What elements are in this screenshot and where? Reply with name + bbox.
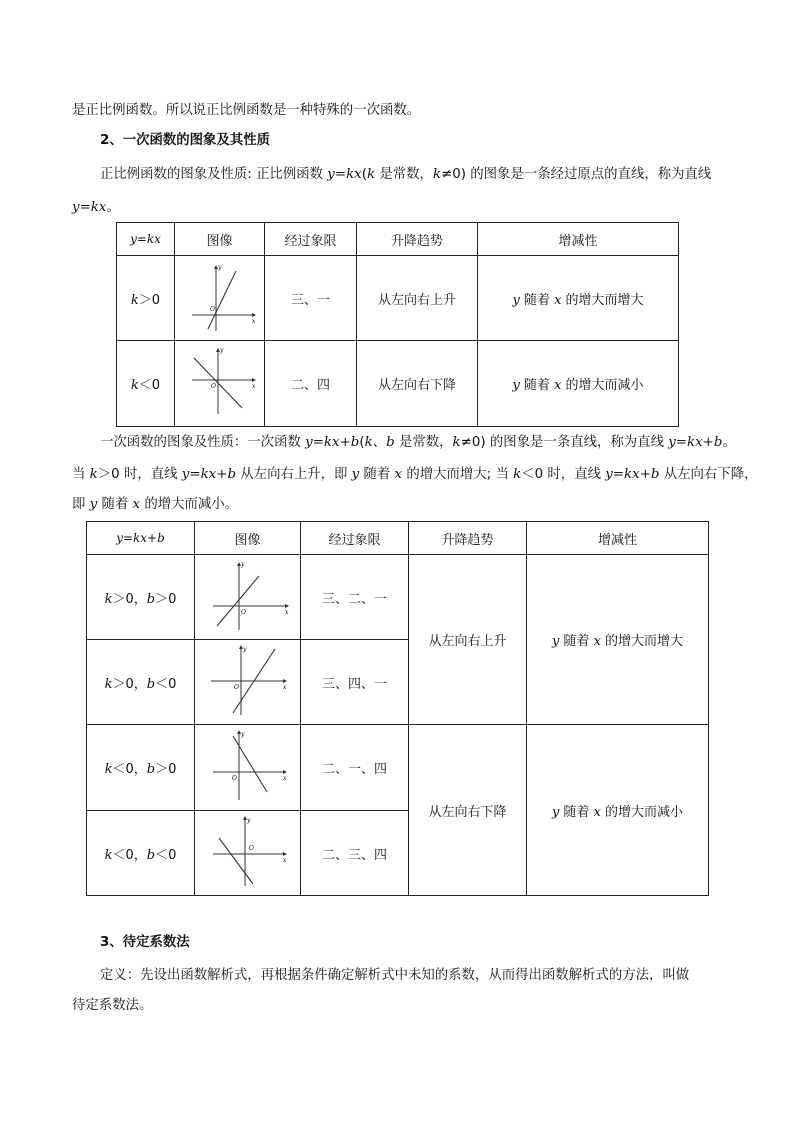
text-segment: ＜0 时，直线 xyxy=(521,467,606,482)
table-header-row xyxy=(87,522,709,555)
table-header-row xyxy=(117,223,679,256)
origin-label: O xyxy=(248,844,254,852)
condition-cell xyxy=(87,555,195,640)
axis-y-label: y xyxy=(240,731,244,738)
axis-x-label: x xyxy=(251,317,255,325)
section-3-def-line-2 xyxy=(72,996,727,1016)
k-symbol: k xyxy=(104,591,113,607)
condition-text: ＜0， xyxy=(112,847,147,863)
formula: y=kx+b xyxy=(305,435,360,450)
monotonic-cell xyxy=(478,256,679,341)
text-segment: ( xyxy=(361,167,367,182)
condition-cell xyxy=(117,341,175,427)
x-symbol: x xyxy=(554,292,562,308)
condition-text: ＞0 xyxy=(155,591,177,607)
y-symbol: y xyxy=(551,634,560,649)
text-segment: 的增大而减小 xyxy=(561,378,644,393)
formula: y=kx+b xyxy=(605,467,660,482)
formula: y=kx+b xyxy=(668,435,723,450)
condition-cell xyxy=(87,811,195,896)
axis-y-label: y xyxy=(242,645,246,653)
k-symbol: k xyxy=(130,292,139,308)
quadrant-cell: 三、二、一 xyxy=(301,555,409,640)
condition-text: ＜0 xyxy=(155,847,177,863)
section-3-title xyxy=(100,933,755,953)
condition-text: ＜0， xyxy=(112,762,147,777)
definition-text: 定义：先设出函数解析式，再根据条件确定解析式中未知的系数，从而得出函数解析式的方法，叫做 xyxy=(100,968,690,983)
origin-label: O xyxy=(231,775,237,782)
x-symbol: x xyxy=(554,378,562,393)
table-row xyxy=(117,341,679,427)
formula: k xyxy=(513,467,522,482)
intro-sentence: 是正比例函数。所以说正比例函数是一种特殊的一次函数。 xyxy=(72,103,421,118)
header-cell: 升降趋势 xyxy=(357,223,478,256)
origin-label: O xyxy=(209,305,215,313)
quadrant-cell: 二、一、四 xyxy=(301,725,409,811)
axis-x-label: x xyxy=(282,856,286,864)
text-segment: ( xyxy=(359,435,365,450)
graph-cell xyxy=(195,555,301,640)
header-cell: y=kx+b xyxy=(87,522,195,555)
graph-cell xyxy=(195,811,301,896)
text-segment: 当 xyxy=(72,467,90,482)
axis-y-label: y xyxy=(217,263,221,271)
trend-cell: 从左向右下降 xyxy=(409,725,527,896)
formula: k xyxy=(366,167,376,182)
text-segment: 的增大而减小 xyxy=(600,804,684,820)
y-symbol: y xyxy=(551,804,560,820)
text-segment: ≠0) 的图象是一条经过原点的直线，称为直线 xyxy=(441,167,712,182)
formula: x xyxy=(132,497,141,512)
table-row xyxy=(87,725,709,811)
quadrant-cell: 三、四、一 xyxy=(301,640,409,725)
axis-x-label: x xyxy=(251,383,255,390)
header-cell: 经过象限 xyxy=(265,223,357,256)
axis-y-label: y xyxy=(219,347,223,354)
header-cell: 图像 xyxy=(175,223,265,256)
formula: k xyxy=(364,435,373,450)
graph-k-pos-b-neg xyxy=(203,643,293,718)
text-segment: 是常数， xyxy=(394,435,453,450)
k-symbol: k xyxy=(104,676,113,692)
monotonic-cell xyxy=(478,341,679,427)
direct-proportion-table xyxy=(116,222,679,427)
b-symbol: b xyxy=(146,847,156,863)
text-segment: 随着 xyxy=(559,804,594,820)
text-segment: 的增大而增大 xyxy=(600,634,684,649)
section-3-title-text: 3、待定系数法 xyxy=(100,935,190,950)
k-symbol: k xyxy=(104,762,113,777)
text-segment: 随着 xyxy=(519,378,555,393)
condition-cell xyxy=(87,725,195,811)
condition-text: ＞0 xyxy=(138,292,161,308)
header-cell: 经过象限 xyxy=(301,522,409,555)
text-segment: 的增大而减小。 xyxy=(140,497,239,512)
x-symbol: x xyxy=(593,804,601,820)
graph-k-positive xyxy=(180,259,260,334)
formula: k xyxy=(432,167,442,182)
graph-cell xyxy=(175,256,265,341)
text-segment: 从左向右上升，即 xyxy=(236,467,352,482)
graph-cell xyxy=(195,725,301,811)
formula: x xyxy=(394,467,403,482)
graph-k-negative xyxy=(180,344,260,419)
text-segment: 随着 xyxy=(559,634,594,649)
text-segment: ≠0) 的图象是一条直线，称为直线 xyxy=(460,435,669,450)
k-symbol: k xyxy=(130,378,139,393)
graph-k-neg-b-neg xyxy=(203,814,293,889)
header-cell: 升降趋势 xyxy=(409,522,527,555)
axis-y-label: y xyxy=(246,816,250,824)
text-segment: 即 xyxy=(72,497,90,512)
linear-prop-line-3 xyxy=(72,495,727,515)
intro-text xyxy=(72,101,727,121)
trend-cell: 从左向右上升 xyxy=(409,555,527,725)
header-cell: 增减性 xyxy=(478,223,679,256)
graph-cell xyxy=(175,341,265,427)
text-segment: 的增大而增大 xyxy=(561,292,644,308)
table-row xyxy=(117,256,679,341)
text-segment: 的增大而增大; 当 xyxy=(402,467,514,482)
header-cell: 增减性 xyxy=(527,522,709,555)
formula: y=kx xyxy=(327,167,362,182)
formula: y xyxy=(89,497,98,512)
text-segment: 随着 xyxy=(97,497,133,512)
text-segment: 从左向右下降， xyxy=(659,467,758,482)
b-symbol: b xyxy=(146,591,156,607)
axis-x-label: x xyxy=(284,608,288,616)
condition-text: ＜0 xyxy=(138,378,161,393)
formula: k xyxy=(89,467,98,482)
linear-prop-line-1 xyxy=(100,433,755,453)
origin-label: O xyxy=(233,683,239,691)
linear-function-table xyxy=(86,521,709,896)
formula: y=kx xyxy=(72,200,107,215)
section-3-def-line-1 xyxy=(100,966,755,986)
section-2-title-text: 2、一次函数的图象及其性质 xyxy=(100,133,271,148)
text-segment: 随着 xyxy=(519,292,555,308)
section-2-title xyxy=(100,131,755,151)
text-segment: 随着 xyxy=(359,467,395,482)
header-cell: 图像 xyxy=(195,522,301,555)
formula: y=kx+b xyxy=(181,467,237,482)
quadrant-cell: 二、三、四 xyxy=(301,811,409,896)
y-symbol: y xyxy=(512,378,520,393)
axis-y-label: y xyxy=(240,560,244,568)
text-segment: 一次函数的图象及性质：一次函数 xyxy=(100,435,306,450)
direct-prop-line-2 xyxy=(72,198,727,218)
formula: b xyxy=(386,435,395,450)
k-symbol: k xyxy=(104,847,113,863)
linear-prop-line-2 xyxy=(72,465,758,485)
quadrant-cell: 三、一 xyxy=(265,256,357,341)
axis-x-label: x xyxy=(282,775,286,782)
graph-cell xyxy=(195,640,301,725)
definition-text: 待定系数法。 xyxy=(72,998,153,1013)
monotonic-cell xyxy=(527,725,709,896)
b-symbol: b xyxy=(146,676,156,692)
condition-text: ＞0， xyxy=(112,591,147,607)
formula: k xyxy=(452,435,461,450)
quadrant-cell: 二、四 xyxy=(265,341,357,427)
text-segment: 是常数， xyxy=(375,167,433,182)
y-symbol: y xyxy=(512,292,520,308)
text-segment: 。 xyxy=(722,435,736,450)
x-symbol: x xyxy=(593,634,601,649)
condition-text: ＜0 xyxy=(155,676,177,692)
table-row xyxy=(87,555,709,640)
monotonic-cell xyxy=(527,555,709,725)
text-segment: 。 xyxy=(106,200,120,215)
direct-prop-line-1 xyxy=(100,165,755,185)
trend-cell: 从左向右下降 xyxy=(357,341,478,427)
condition-text: ＞0 xyxy=(155,762,177,777)
graph-k-neg-b-pos xyxy=(203,728,293,803)
text-segment: ＞0 时，直线 xyxy=(97,467,182,482)
condition-text: ＞0， xyxy=(112,676,147,692)
condition-cell xyxy=(87,640,195,725)
graph-k-pos-b-pos xyxy=(203,558,293,633)
text-segment: 正比例函数的图象及性质: 正比例函数 xyxy=(100,167,328,182)
origin-label: O xyxy=(240,608,246,616)
trend-cell: 从左向右上升 xyxy=(357,256,478,341)
origin-label: O xyxy=(210,383,216,390)
axis-x-label: x xyxy=(282,683,286,691)
header-cell: y=kx xyxy=(117,223,175,256)
text-segment: 、 xyxy=(372,435,387,450)
b-symbol: b xyxy=(146,762,156,777)
formula: y xyxy=(351,467,360,482)
condition-cell xyxy=(117,256,175,341)
